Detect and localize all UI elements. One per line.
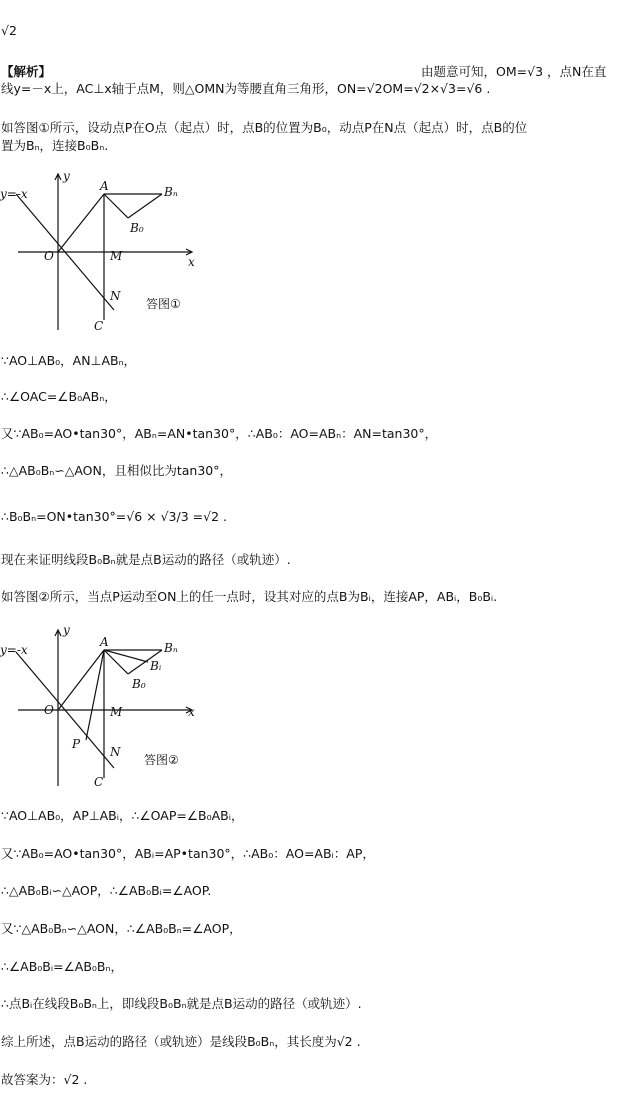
segment-AO — [58, 194, 104, 252]
final-answer: 故答案为：√2 . — [1, 1072, 88, 1087]
label-O: O — [44, 249, 54, 263]
segment-AP — [86, 650, 104, 740]
proof2-line2: 又∵AB₀=AO•tan30°，ABᵢ=AP•tan30°，∴AB₀：AO=ABᵢ：AP， — [1, 846, 375, 861]
proof2-line3: ∴△AB₀Bᵢ∽△AOP，∴∠AB₀Bᵢ=∠AOP. — [1, 883, 212, 898]
prove-intro: 现在来证明线段B₀Bₙ就是点B运动的路径（或轨迹）. — [1, 552, 291, 567]
figure2-intro: 如答图②所示，当点P运动至ON上的任一点时，设其对应的点B为Bᵢ，连接AP，ABᵢ，B₀Bᵢ. — [1, 589, 498, 604]
analysis-line1: 由题意可知，OM=√3 ，点N在直 — [421, 64, 607, 79]
label-line: y=-x — [0, 643, 28, 657]
proof1-line4: ∴△AB₀Bₙ∽△AON，且相似比为tan30°， — [1, 463, 233, 478]
label-x: x — [188, 705, 195, 719]
label-Bi: Bᵢ — [150, 659, 162, 673]
proof2-line4: 又∵△AB₀Bₙ∽△AON，∴∠AB₀Bₙ=∠AOP， — [1, 921, 242, 936]
label-y: y — [63, 169, 70, 183]
label-M: M — [110, 249, 123, 263]
label-Bn: Bₙ — [164, 641, 178, 655]
proof1-line3: 又∵AB₀=AO•tan30°，ABₙ=AN•tan30°，∴AB₀：AO=ABₙ：AN=tan30°， — [1, 426, 438, 441]
caption: 答图② — [144, 753, 179, 767]
label-B0: B₀ — [130, 221, 144, 235]
proof2-line1: ∵AO⊥AB₀，AP⊥ABᵢ，∴∠OAP=∠B₀ABᵢ， — [1, 808, 244, 823]
label-M: M — [110, 705, 123, 719]
proof1-line5: ∴B₀Bₙ=ON•tan30°=√6 × √3/3 =√2 . — [1, 509, 227, 524]
intro-line1: 如答图①所示，设动点P在O点（起点）时，点B的位置为B₀，动点P在N点（起点）时，点B的位 — [1, 120, 528, 135]
label-B0: B₀ — [132, 677, 146, 691]
label-N: N — [110, 745, 121, 759]
label-line: y=-x — [0, 187, 28, 201]
label-C: C — [94, 319, 104, 333]
figure-2 — [0, 618, 220, 793]
segment-AB0 — [104, 194, 128, 218]
label-C: C — [94, 775, 104, 789]
proof1-line1: ∵AO⊥AB₀，AN⊥ABₙ， — [1, 353, 137, 368]
label-A: A — [100, 635, 109, 649]
figure-1 — [0, 160, 220, 340]
proof2-line7: 综上所述，点B运动的路径（或轨迹）是线段B₀Bₙ，其长度为√2 . — [1, 1034, 361, 1049]
proof2-line5: ∴∠AB₀Bᵢ=∠AB₀Bₙ， — [1, 959, 123, 974]
label-O: O — [44, 703, 54, 717]
top-answer: √2 — [1, 23, 17, 38]
segment-B0Bn — [128, 194, 162, 218]
label-y: y — [63, 623, 70, 637]
label-Bn: Bₙ — [164, 185, 178, 199]
label-P: P — [72, 737, 81, 751]
analysis-line2: 线y=－x上，AC⊥x轴于点M，则△OMN为等腰直角三角形，ON=√2OM=√2×√3=√6 . — [1, 81, 491, 96]
label-x: x — [188, 255, 195, 269]
proof2-line6: ∴点Bᵢ在线段B₀Bₙ上，即线段B₀Bₙ就是点B运动的路径（或轨迹）. — [1, 996, 362, 1011]
proof1-line2: ∴∠OAC=∠B₀ABₙ， — [1, 389, 117, 404]
segment-AO — [58, 650, 104, 710]
analysis-tag: 【解析】 — [1, 64, 52, 79]
intro-line2: 置为Bₙ，连接B₀Bₙ. — [1, 138, 109, 153]
label-A: A — [100, 179, 109, 193]
caption: 答图① — [146, 297, 181, 311]
label-N: N — [110, 289, 121, 303]
